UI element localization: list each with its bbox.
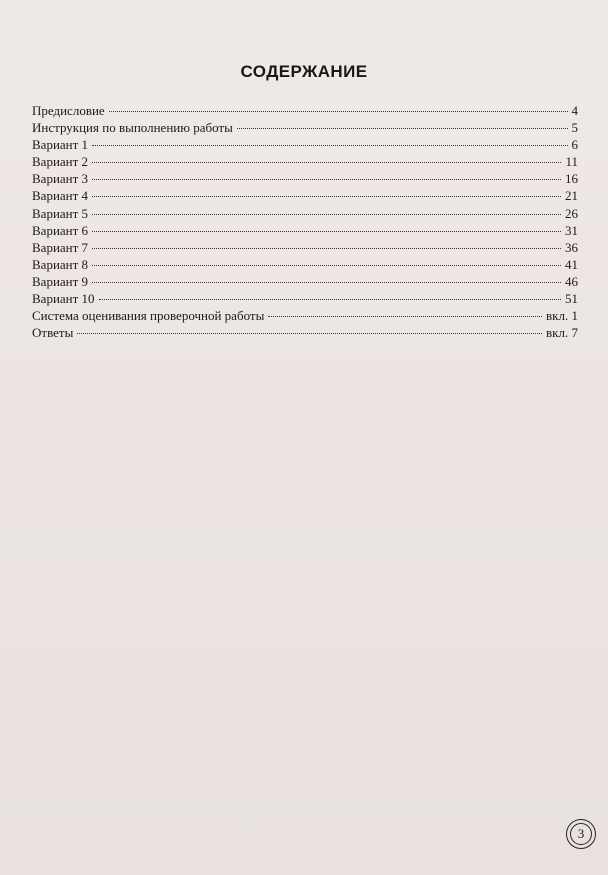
toc-dot-leader xyxy=(99,299,561,300)
toc-entry-label: Вариант 2 xyxy=(32,154,89,170)
toc-dot-leader xyxy=(92,214,561,215)
toc-entry-label: Вариант 4 xyxy=(32,188,89,204)
toc-entry-label: Предисловие xyxy=(32,103,105,118)
toc-entry-page: 26 xyxy=(565,205,578,221)
toc-entry-label: Вариант 1 xyxy=(32,137,89,153)
toc-dot-leader xyxy=(92,231,561,232)
toc-dot-leader xyxy=(77,333,542,334)
table-of-contents xyxy=(32,102,578,341)
page-number: 3 xyxy=(577,826,585,841)
toc-entry-page: 16 xyxy=(565,171,578,187)
toc-entry xyxy=(32,273,578,290)
toc-entry xyxy=(32,102,578,119)
toc-entry-page: 36 xyxy=(565,239,578,255)
toc-entry-label: Система оценивания проверочной работы xyxy=(32,308,265,324)
toc-entry-label: Вариант 10 xyxy=(32,291,95,307)
toc-entry-label: Вариант 5 xyxy=(32,205,89,221)
toc-dot-leader xyxy=(237,128,568,129)
toc-entry-label: Вариант 6 xyxy=(32,222,89,238)
toc-dot-leader xyxy=(92,265,561,266)
toc-entry xyxy=(32,170,578,187)
toc-entry xyxy=(32,239,578,256)
toc-entry xyxy=(32,119,578,136)
toc-dot-leader xyxy=(92,145,567,146)
toc-entry-page: 4 xyxy=(571,103,578,118)
toc-entry-label: Ответы xyxy=(32,325,74,341)
toc-entry xyxy=(32,324,578,341)
toc-entry-page: вкл. 7 xyxy=(546,325,578,341)
toc-entry-page: 31 xyxy=(565,222,578,238)
toc-dot-leader xyxy=(92,248,561,249)
toc-entry xyxy=(32,307,578,324)
toc-entry xyxy=(32,205,578,222)
toc-dot-leader xyxy=(109,111,568,112)
toc-entry-label: Вариант 9 xyxy=(32,273,89,289)
toc-dot-leader xyxy=(268,316,542,317)
toc-entry xyxy=(32,222,578,239)
toc-entry-label: Вариант 7 xyxy=(32,239,89,255)
toc-entry xyxy=(32,290,578,307)
toc-entry-page: 5 xyxy=(571,120,578,136)
toc-entry-page: 41 xyxy=(565,256,578,272)
toc-entry-page: 11 xyxy=(565,154,578,170)
toc-entry xyxy=(32,256,578,273)
toc-entry xyxy=(32,136,578,153)
page-title: СОДЕРЖАНИЕ xyxy=(240,62,368,81)
toc-entry-page: 46 xyxy=(565,273,578,289)
toc-entry-label: Вариант 3 xyxy=(32,171,89,187)
toc-entry-page: вкл. 1 xyxy=(546,308,578,324)
toc-entry-page: 51 xyxy=(565,291,578,307)
toc-entry xyxy=(32,153,578,170)
toc-dot-leader xyxy=(92,162,561,163)
toc-entry-page: 21 xyxy=(565,188,578,204)
toc-entry-label: Вариант 8 xyxy=(32,256,89,272)
toc-dot-leader xyxy=(92,179,561,180)
toc-dot-leader xyxy=(92,282,561,283)
page-number-badge xyxy=(566,819,596,849)
toc-entry xyxy=(32,187,578,204)
toc-dot-leader xyxy=(92,196,561,197)
toc-entry-label: Инструкция по выполнению работы xyxy=(32,120,233,136)
toc-entry-page: 6 xyxy=(571,137,578,153)
